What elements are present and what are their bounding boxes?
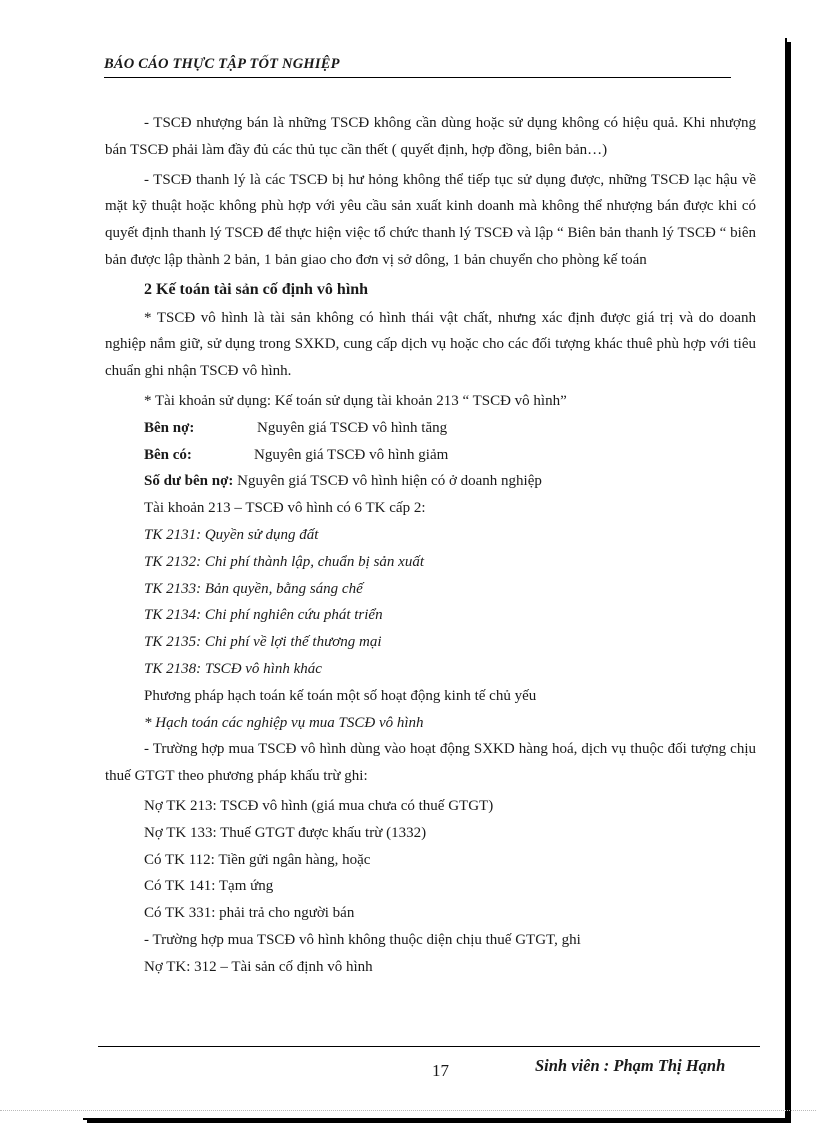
balance-text: Nguyên giá TSCĐ vô hình hiện có ở doanh nghiệp (233, 473, 542, 490)
account-item: TK 2131: Quyền sử dụng đất (144, 526, 319, 543)
document-body (105, 110, 756, 981)
bottom-dotted-line (0, 1110, 816, 1111)
paragraph-purchase-novat: - Trường hợp mua TSCĐ vô hình không thuộc diện chịu thuế GTGT, ghi (144, 931, 581, 948)
page-number: 17 (432, 1061, 449, 1080)
paragraph-sub-accounts: Tài khoản 213 – TSCĐ vô hình có 6 TK cấp 2: (144, 500, 426, 517)
journal-entry: Nợ TK 213: TSCĐ vô hình (giá mua chưa có thuế GTGT) (144, 797, 494, 814)
account-item: TK 2138: TSCĐ vô hình khác (144, 660, 322, 677)
account-item: TK 2134: Chi phí nghiên cứu phát triển (144, 607, 383, 624)
section-heading: 2 Kế toán tài sản cố định vô hình (144, 280, 369, 298)
paragraph-purchase-vat: - Trường hợp mua TSCĐ vô hình dùng vào hoạt động SXKD hàng hoá, dịch vụ thuộc đối tượng chịu thuế GTGT theo phương pháp khấu trừ ghi: (105, 741, 756, 785)
debit-label: Bên nợ: (144, 419, 195, 436)
journal-entry: Có TK 112: Tiền gửi ngân hàng, hoặc (144, 851, 371, 868)
account-item: TK 2135: Chi phí về lợi thế thương mại (144, 634, 382, 651)
account-item: TK 2133: Bản quyền, bằng sáng chế (144, 580, 363, 597)
journal-entry-final: Nợ TK: 312 – Tài sản cố định vô hình (144, 958, 373, 975)
journal-entry: Có TK 141: Tạm ứng (144, 878, 274, 895)
paragraph-liquidation: - TSCĐ thanh lý là các TSCĐ bị hư hỏng không thể tiếp tục sử dụng được, những TSCĐ lạc hậu về mặt kỹ thuật hoặc không phù hợp với yêu cầu sản xuất kinh doanh mà không thể nhượng bán được khi có quyết định thanh lý TSCĐ để thực hiện việc tổ chức thanh lý TSCĐ và lập “ Biên bản thanh lý TSCĐ “ biên bản được lập thành 2 bản, 1 bản giao cho đơn vị sở dông, 1 bản chuyển cho phòng kế toán (105, 171, 756, 268)
header-rule (104, 77, 731, 78)
debit-line (144, 415, 756, 442)
journal-entry: Nợ TK 133: Thuế GTGT được khấu trừ (1332) (144, 824, 427, 841)
journal-entry: Có TK 331: phải trả cho người bán (144, 905, 355, 922)
footer-rule (98, 1046, 760, 1047)
paragraph-definition: * TSCĐ vô hình là tài sản không có hình thái vật chất, nhưng xác định được giá trị và do doanh nghiệp nắm giữ, sử dụng trong SXKD, cung cấp dịch vụ hoặc cho các đối tượng khác thuê phù hợp với tiêu chuẩn ghi nhận TSCĐ vô hình. (105, 309, 756, 380)
paragraph-method: Phương pháp hạch toán kế toán một số hoạt động kinh tế chủ yếu (144, 687, 537, 704)
credit-line (144, 442, 756, 469)
credit-text: Nguyên giá TSCĐ vô hình giảm (254, 446, 449, 463)
debit-text: Nguyên giá TSCĐ vô hình tăng (257, 419, 448, 436)
paragraph-divestment: - TSCĐ nhượng bán là những TSCĐ không cần dùng hoặc sử dụng không có hiệu quả. Khi nhượng bán TSCĐ phải làm đầy đủ các thủ tục cần thết ( quyết định, hợp đồng, biên bản…) (105, 115, 756, 158)
account-item: TK 2132: Chi phí thành lập, chuẩn bị sản xuất (144, 553, 425, 570)
credit-label: Bên có: (144, 446, 192, 463)
student-name: Sinh viên : Phạm Thị Hạnh (535, 1056, 726, 1075)
paragraph-account-used: * Tài khoản sử dụng: Kế toán sử dụng tài khoản 213 “ TSCĐ vô hình” (144, 392, 567, 409)
paragraph-purchase-heading: * Hạch toán các nghiệp vụ mua TSCĐ vô hình (144, 714, 424, 731)
balance-label: Số dư bên nợ: (144, 473, 234, 490)
report-header: BÁO CÁO THỰC TẬP TỐT NGHIỆP (104, 56, 340, 72)
balance-line (144, 468, 756, 495)
